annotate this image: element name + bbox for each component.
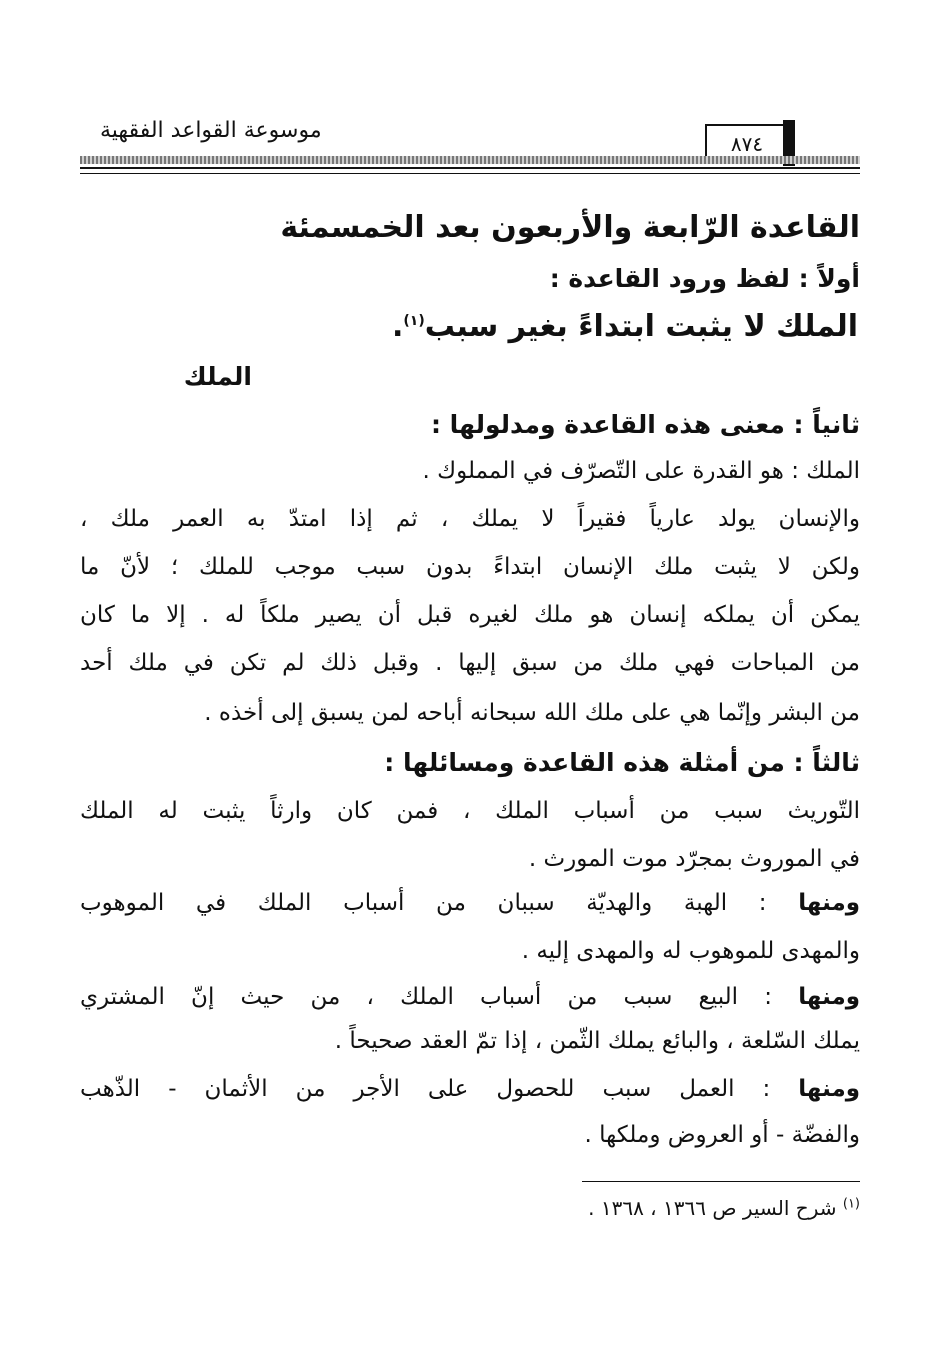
rule-end: . [391, 309, 404, 344]
example3-line-2: يملك السّلعة ، والبائع يملك الثّمن ، إذا تمّ العقد صحيحاً . [334, 1028, 860, 1054]
section1-heading: أولاً : لفظ ورود القاعدة : [549, 264, 860, 293]
footnote-rule [582, 1181, 860, 1182]
section2-line-3: ولكن لا يثبت ملك الإنسان ابتداءً بدون سبب موجب للملك ؛ لأنّ ما [80, 554, 860, 580]
rule-title: القاعدة الرّابعة والأربعون بعد الخمسمئة [280, 210, 860, 245]
footnote-text: شرح السير ص ١٣٦٦ ، ١٣٦٨ . [588, 1196, 837, 1220]
page-number: ٨٧٤ [705, 124, 789, 164]
section2-line-4: يمكن أن يملكه إنسان هو ملك لغيره قبل أن يصير ملكاً له . إلا ما كان [80, 602, 860, 628]
rule-text: الملك لا يثبت ابتداءً بغير سبب [424, 309, 858, 344]
section2-line-2: والإنسان يولد عارياً فقيراً لا يملك ، ثم إذا امتدّ به العمر ملك ، [80, 506, 860, 532]
example4-keyword: ومنها [798, 1076, 860, 1102]
example3-text: : البيع سبب من أسباب الملك ، من حيث إنّ المشتري [80, 984, 773, 1010]
example4-line-1 [80, 1078, 860, 1101]
example4-text: : العمل سبب للحصول على الأجر من الأثمان - الذّهب [80, 1076, 771, 1102]
section2-line-1: الملك : هو القدرة على التّصرّف في المملوك . [422, 458, 860, 484]
example1-line-1: التّوريث سبب من أسباب الملك ، فمن كان وارثاً يثبت له الملك [80, 798, 860, 824]
footnote-ref: (١) [403, 313, 425, 329]
example2-text: : الهبة والهديّة سببان من أسباب الملك في الموهوب [80, 890, 767, 916]
section2-heading: ثانياً : معنى هذه القاعدة ومدلولها : [430, 410, 860, 439]
footnote-mark: (١) [842, 1196, 860, 1212]
example2-line-1 [80, 892, 860, 915]
footnote [588, 1196, 860, 1220]
example4-line-2: والفضّة - أو العروض وملكها . [584, 1122, 860, 1148]
example2-keyword: ومنها [798, 890, 860, 916]
example3-keyword: ومنها [798, 984, 860, 1010]
example3-line-1 [80, 986, 860, 1009]
rule-keyword: الملك [183, 362, 252, 391]
book-title: موسوعة القواعد الفقهية [100, 118, 322, 143]
example1-line-2: في الموروث بمجرّد موت المورث . [528, 846, 860, 872]
header-rule-band [80, 156, 860, 164]
example2-line-2: والمهدى للموهوب له والمهدى إليه . [521, 938, 860, 964]
section3-heading: ثالثاً : من أمثلة هذه القاعدة ومسائلها : [384, 748, 860, 777]
rule-statement [391, 309, 858, 344]
header-rule [80, 167, 860, 169]
section2-line-6: من البشر وإنّما هي على ملك الله سبحانه أباحه لمن يسبق إلى أخذه . [204, 700, 860, 726]
header-rule-secondary [80, 173, 860, 174]
section2-line-5: من المباحات فهي ملك من سبق إليها . وقبل ذلك لم تكن في ملك أحد [80, 650, 860, 676]
